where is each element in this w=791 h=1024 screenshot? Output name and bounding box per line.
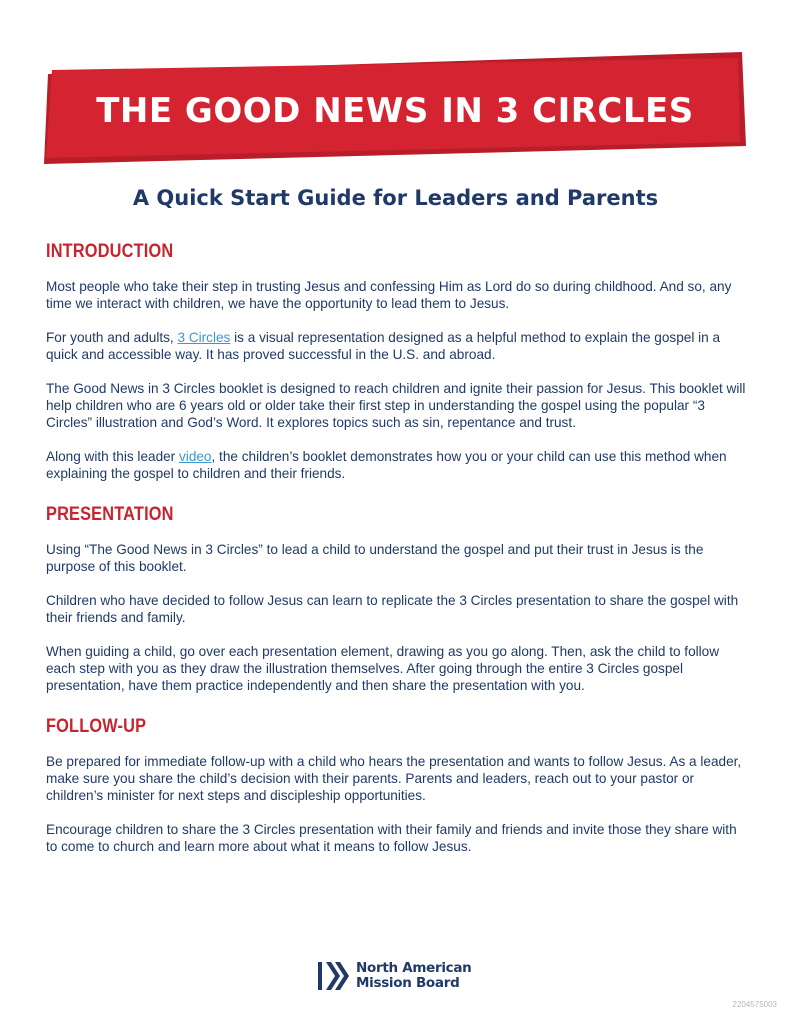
intro-p4-text-after: , the children’s booklet demonstrates how you or your child can use this method when explaining the gospel to children and their friends. — [46, 449, 727, 481]
intro-p2-text-after: is a visual representation designed as a helpful method to explain the gospel in a quick and accessible way. It has proved successful in the U.S. and abroad. — [46, 330, 721, 362]
page-subtitle: A Quick Start Guide for Leaders and Parents — [132, 186, 659, 210]
main-content — [46, 240, 746, 872]
logo-line-1: North American — [356, 960, 472, 976]
presentation-heading: PRESENTATION — [46, 504, 174, 525]
intro-p2-text-before: For youth and adults, — [46, 330, 178, 345]
intro-paragraph-1: Most people who take their step in trusting Jesus and confessing Him as Lord do so during childhood. And so, any time we interact with children, we have the opportunity to lead them to Jesus. — [46, 279, 732, 311]
followup-section — [46, 715, 746, 855]
logo-text — [356, 961, 471, 991]
introduction-section — [46, 240, 746, 482]
followup-paragraph-2: Encourage children to share the 3 Circles presentation with their family and friends and invite those they share with to come to church and learn more about what it means to follow Jesus. — [46, 822, 737, 854]
introduction-heading: INTRODUCTION — [46, 241, 174, 262]
presentation-paragraph-3: When guiding a child, go over each presentation element, drawing as you go along. Then, ask the child to follow each step with you as they draw the illustration themselves. After going through the entire 3 Circles gospel presentation, have them practice independently and then share the presentation with you. — [46, 644, 720, 693]
intro-paragraph-3: The Good News in 3 Circles booklet is designed to reach children and ignite their passion for Jesus. This booklet will help children who are 6 years old or older take their first step in understanding the gospel using the popular “3 Circles” illustration and God’s Word. It explores topics such as sin, repentance and trust. — [46, 381, 746, 430]
video-link[interactable]: video — [179, 449, 212, 464]
logo-line-2: Mission Board — [356, 975, 460, 991]
intro-paragraph-2 — [46, 329, 746, 363]
namb-logo — [316, 958, 471, 994]
presentation-section — [46, 503, 746, 694]
document-code: 2204575003 — [732, 1000, 777, 1009]
intro-p4-text-before: Along with this leader — [46, 449, 179, 464]
presentation-paragraph-2: Children who have decided to follow Jesus can learn to replicate the 3 Circles presentation to share the gospel with their friends and family. — [46, 593, 739, 625]
namb-chevron-icon — [316, 960, 350, 992]
presentation-paragraph-1: Using “The Good News in 3 Circles” to lead a child to understand the gospel and put their trust in Jesus is the purpose of this booklet. — [46, 542, 704, 574]
followup-heading: FOLLOW-UP — [46, 716, 147, 737]
page-title: THE GOOD NEWS IN 3 CIRCLES — [96, 91, 694, 131]
intro-paragraph-4 — [46, 448, 746, 482]
title-banner — [40, 52, 750, 164]
followup-paragraph-1: Be prepared for immediate follow-up with a child who hears the presentation and wants to follow Jesus. As a leader, make sure you share the child’s decision with their parents. Parents and leaders, reach out to your pastor or children’s minister for next steps and discipleship opportunities. — [46, 754, 742, 803]
3-circles-link[interactable]: 3 Circles — [177, 330, 231, 345]
